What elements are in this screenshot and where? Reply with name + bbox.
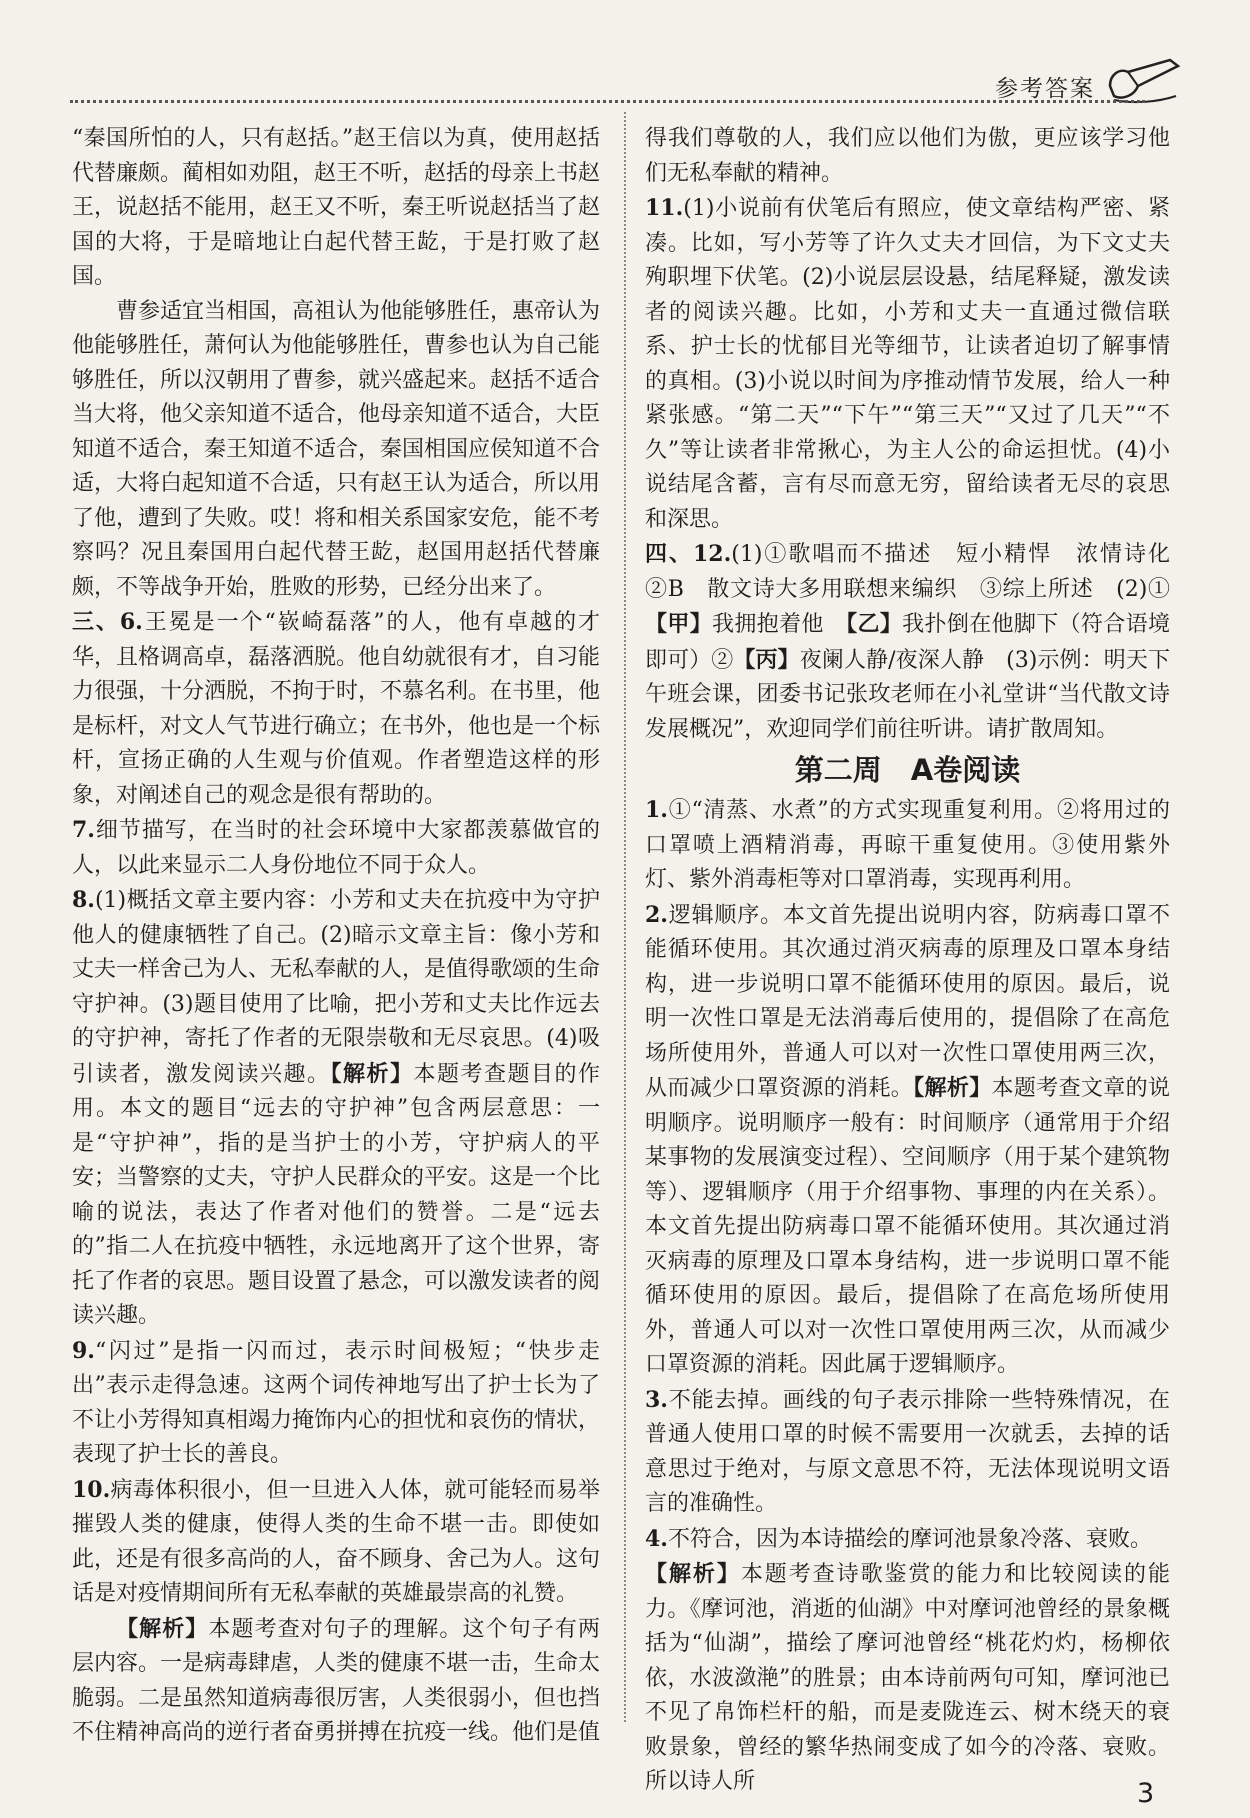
answer-11: [645, 191, 1170, 537]
question-number: 10.: [72, 1476, 111, 1503]
answer-s1: [645, 793, 1170, 898]
analysis-tag: 【解析】: [645, 1561, 741, 1587]
answer-text: (1)概括文章主要内容：小芳和丈夫在抗疫中为守护他人的健康牺牲了自己。(2)暗示文章主旨：像小芳和丈夫一样舍己为人、无私奉献的人，是值得歌颂的生命守护神。(3)题目使用了比喻，把小芳和丈夫比作远去的守护神，寄托了作者的无限崇敬和无尽哀思。(4)吸引读者，激发阅读兴趣。: [72, 888, 601, 1087]
answer-9: [72, 1334, 600, 1473]
answer-text: 我扑倒在他脚下（符合语境即可）②: [645, 612, 1170, 673]
question-number: 3.: [645, 1386, 668, 1413]
answer-12: [645, 537, 1193, 747]
question-number: 8.: [72, 887, 95, 913]
question-number: 2.: [645, 901, 668, 928]
answer-7: [72, 813, 600, 883]
analysis-text: 本题考查对句子的理解。这个句子有两层内容。一是病毒肆虐，人类的健康不堪一击，生命太脆弱。二是虽然知道病毒很厉害，人类很弱小，但也挡不住精神高尚的逆行者奋勇拼搏在抗疫一线。他们是值: [72, 1616, 601, 1745]
analysis-tag: 【解析】: [330, 1060, 414, 1087]
question-number: 7.: [72, 817, 95, 843]
answer-text: 王冕是一个“嵚崎磊落”的人，他有卓越的才华，且格调高卓，磊落洒脱。他自幼就很有才，自习能力很强，十分洒脱，不拘于时，不慕名利。在书里，他是标杆，对文人气节进行确立；在书外，他也是一个标杆，宣扬正确的人生观与价值观。作者塑造这样的形象，对阐述自己的观念是很有帮助的。: [72, 610, 601, 808]
question-number: 4.: [645, 1525, 668, 1552]
page-number: 3: [1137, 1778, 1155, 1809]
header-title: 参考答案: [995, 76, 1095, 102]
question-number: 1.: [645, 797, 668, 823]
answer-text: (1)小说前有伏笔后有照应，使文章结构严密、紧凑。比如，写小芳等了许久丈夫才回信，为下文丈夫殉职埋下伏笔。(2)小说层层设悬，结尾释疑，激发读者的阅读兴趣。比如，小芳和丈夫一直通过微信联系、护士长的忧郁目光等细节，让读者迫切了解事情的真相。(3)小说以时间为序推动情节发展，给人一种紧张感。“第二天”“下午”“第三天”“又过了几天”“不久”等让读者非常揪心，为主人公的命运担忧。(4)小说结尾含蓄，言有尽而意无穷，留给读者无尽的哀思和深思。: [645, 196, 1170, 532]
analysis-s4: [645, 1557, 1170, 1800]
answer-6: [72, 605, 600, 813]
analysis-tag: 【解析】: [913, 1075, 992, 1101]
answer-text: ①“清蒸、水煮”的方式实现重复利用。②将用过的口罩喷上酒精消毒，再晾干重复使用。③使用紫外灯、紫外消毒柜等对口罩消毒，实现再利用。: [645, 798, 1170, 892]
paragraph: 曹参适宜当相国，高祖认为他能够胜任，惠帝认为他能够胜任，萧何认为他能够胜任，曹参也认为自己能够胜任，所以汉朝用了曹参，就兴盛起来。赵括不适合当大将，他父亲知道不适合，他母亲知道不适合，大臣知道不适合，秦王知道不适合，秦国相国应侯知道不合适，大将白起知道不合适，只有赵王认为适合，所以用了他，遭到了失败。哎！将和相关系国家安危，能不考察吗？况且秦国用白起代替王龁，赵国用赵括代替廉颇，不等战争开始，胜败的形势，已经分出来了。: [72, 298, 601, 600]
answer-text: 细节描写，在当时的社会环境中大家都羡慕做官的人，以此来显示二人身份地位不同于众人。: [72, 818, 600, 878]
answer-text: 我拥抱着他: [712, 612, 847, 637]
label-tag: 【丙】: [733, 646, 800, 673]
analysis-text: 本题考查题目的作用。本文的题目“远去的守护神”包含两层意思：一是“守护神”，指的是当护士的小芳，守护病人的平安；当警察的丈夫，守护人民群众的平安。这是一个比喻的说法，表达了作者对他们的赞誉。二是“远去的”指二人在抗疫中牺牲，永远地离开了这个世界，寄托了作者的哀思。题目设置了悬念，可以激发读者的阅读兴趣。: [72, 1061, 601, 1328]
answer-text: 夜阑人静/夜深人静 (3)示例：明天下午班会课，团委书记张玫老师在小礼堂讲“当代散文诗发展概况”，欢迎同学们前往听讲。请扩散周知。: [645, 647, 1170, 742]
analysis-tag: 【解析】: [116, 1615, 209, 1642]
label-tag: 【乙】: [846, 611, 903, 637]
label-tag: 【甲】: [645, 611, 713, 637]
answer-s4: [645, 1522, 1170, 1558]
question-number: 四、12.: [645, 541, 732, 567]
question-number: 三、6.: [72, 609, 143, 635]
left-column: [72, 122, 600, 1751]
paragraph: 得我们尊敬的人，我们应以他们为傲，更应该学习他们无私奉献的精神。: [645, 126, 1170, 186]
answer-s3: [645, 1383, 1170, 1522]
answer-text: (1)①歌唱而不描述 短小精悍 浓情诗化 ②B 散文诗大多用联想来编织 ③综上所述 (2)①: [645, 542, 1193, 602]
answer-text: 逻辑顺序。本文首先提出说明内容，防病毒口罩不能循环使用。其次通过消灭病毒的原理及口罩本身结构，进一步说明口罩不能循环使用的原因。最后，说明一次性口罩是无法消毒后使用的，提倡除了在高危场所使用外，普通人可以对一次性口罩使用两三次，从而减少口罩资源的消耗。: [645, 902, 1170, 1101]
answer-text: 病毒体积很小，但一旦进入人体，就可能轻而易举摧毁人类的健康，使得人类的生命不堪一击。即使如此，还是有很多高尚的人，奋不顾身、舍己为人。这句话是对疫情期间所有无私奉献的英雄最崇高的礼赞。: [72, 1477, 601, 1606]
answer-s2: [645, 898, 1170, 1383]
column-divider: [624, 112, 626, 1722]
analysis-text: 本题考查诗歌鉴赏的能力和比较阅读的能力。《摩诃池，消逝的仙湖》中对摩诃池曾经的景象概括为“仙湖”，描绘了摩诃池曾经“桃花灼灼，杨柳依依，水波潋滟”的胜景；由本诗前两句可知，摩诃池已不见了帛饰栏杆的船，而是麦陇连云、树木绕天的衰败景象，曾经的繁华热闹变成了如今的冷落、衰败。所以诗人所: [645, 1562, 1170, 1794]
question-number: 11.: [645, 195, 684, 221]
paragraph: “秦国所怕的人，只有赵括。”赵王信以为真，使用赵括代替廉颇。蔺相如劝阻，赵王不听，赵括的母亲上书赵王，说赵括不能用，赵王又不听，秦王听说赵括当了赵国的大将，于是暗地让白起代替王龁，于是打败了赵国。: [72, 126, 601, 289]
analysis-10: [72, 1612, 600, 1751]
answer-8: [72, 883, 600, 1334]
header-rule: [70, 100, 1145, 103]
question-number: 9.: [72, 1337, 95, 1364]
section-title: 第二周 A卷阅读: [794, 753, 1021, 787]
right-column: [645, 122, 1193, 1800]
analysis-text: 本题考查文章的说明顺序。说明顺序一般有：时间顺序（通常用于介绍某事物的发展演变过程）、空间顺序（用于某个建筑物等）、逻辑顺序（用于介绍事物、事理的内在关系）。本文首先提出防病毒口罩不能循环使用。其次通过消灭病毒的原理及口罩本身结构，进一步说明口罩不能循环使用的原因。最后，提倡除了在高危场所使用外，普通人可以对一次性口罩使用两三次，从而减少口罩资源的消耗。因此属于逻辑顺序。: [645, 1076, 1170, 1377]
answer-text: “闪过”是指一闪而过，表示时间极短；“快步走出”表示走得急速。这两个词传神地写出了护士长为了不让小芳得知真相竭力掩饰内心的担忧和哀伤的情状，表现了护士长的善良。: [72, 1338, 601, 1467]
answer-text: 不能去掉。画线的句子表示排除一些特殊情况，在普通人使用口罩的时候不需要用一次就丢，去掉的话意思过于绝对，与原文意思不符，无法体现说明文语言的准确性。: [645, 1387, 1170, 1516]
answer-10: [72, 1473, 600, 1612]
answer-text: 不符合，因为本诗描绘的摩诃池景象冷落、衰败。: [667, 1526, 1152, 1552]
